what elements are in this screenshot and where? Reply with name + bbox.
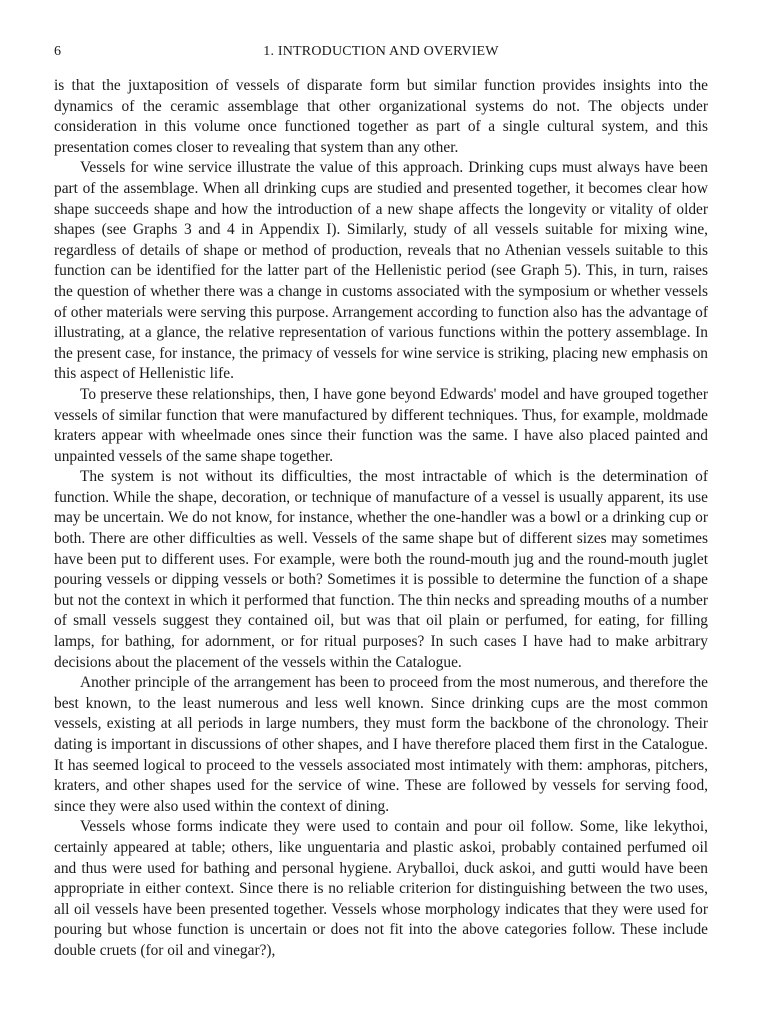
paragraph: To preserve these relationships, then, I have gone beyond Edwards' model and have grouped together vessels of similar function that were manufactured by different techniques. Thus, for example, moldmade kraters appear with wheelmade ones since their function was the same. I have also placed painted and unpainted vessels of the same shape together. — [54, 385, 708, 465]
book-page — [54, 44, 708, 962]
paragraph: Another principle of the arrangement has been to proceed from the most numerous, and therefore the best known, to the least numerous and less well known. Since drinking cups are the most common vessels, existing at all periods in large numbers, they must form the backbone of the chronology. Their dating is important in discussions of other shapes, and I have therefore placed them first in the Catalogue. It has seemed logical to proceed to the vessels associated most intimately with them: amphoras, pitchers, kraters, and other shapes used for the service of wine. These are followed by vessels for serving food, since they were also used within the context of dining. — [54, 674, 708, 815]
paragraph: Vessels for wine service illustrate the value of this approach. Drinking cups must always have been part of the assemblage. When all drinking cups are studied and presented together, it becomes clear how shape succeeds shape and how the introduction of a new shape affects the longevity or vitality of older shapes (see Graphs 3 and 4 in Appendix I). Similarly, study of all vessels suitable for mixing wine, regardless of details of shape or method of production, reveals that no Athenian vessels suitable to this function can be identified for the latter part of the Hellenistic period (see Graph 5). This, in turn, raises the question of whether there was a change in customs associated with the symposium or whether vessels of other materials were serving this purpose. Arrangement according to function also has the advantage of illustrating, at a glance, the relative representation of various functions within the pottery assemblage. In the present case, for instance, the primacy of vessels for wine service is striking, placing new emphasis on this aspect of Hellenistic life. — [54, 159, 708, 383]
body-text — [54, 76, 708, 962]
chapter-title: 1. INTRODUCTION AND OVERVIEW — [263, 44, 499, 59]
running-head — [54, 44, 708, 68]
paragraph: is that the juxtaposition of vessels of disparate form but similar function provides insights into the dynamics of the ceramic assemblage that other organizational systems do not. The objects under consideration in this volume once functioned together as part of a single cultural system, and this presentation comes closer to revealing that system than any other. — [54, 77, 708, 156]
page-number: 6 — [54, 44, 61, 59]
paragraph: Vessels whose forms indicate they were used to contain and pour oil follow. Some, like lekythoi, certainly appeared at table; others, like unguentaria and plastic askoi, probably contained perfumed oil and thus were used for bathing and personal hygiene. Aryballoi, duck askoi, and gutti would have been appropriate in either context. Since there is no reliable criterion for distinguishing between the two uses, all oil vessels have been presented together. Vessels whose morphology indicates that they were used for pouring but whose function is uncertain or does not fit into the above categories follow. These include double cruets (for oil and vinegar?), — [54, 818, 708, 959]
paragraph: The system is not without its difficulties, the most intractable of which is the determination of function. While the shape, decoration, or technique of manufacture of a vessel is usually apparent, its use may be uncertain. We do not know, for instance, whether the one-handler was a bowl or a drinking cup or both. There are other difficulties as well. Vessels of the same shape but of different sizes may sometimes have been put to different uses. For example, were both the round-mouth jug and the round-mouth juglet pouring vessels or dipping vessels or both? Sometimes it is possible to determine the function of a shape but not the context in which it performed that function. The thin necks and spreading mouths of a number of small vessels suggest they contained oil, but was that oil plain or perfumed, for eating, for filling lamps, for bathing, for adornment, or for ritual purposes? In such cases I have had to make arbitrary decisions about the placement of the vessels within the Catalogue. — [54, 468, 708, 671]
